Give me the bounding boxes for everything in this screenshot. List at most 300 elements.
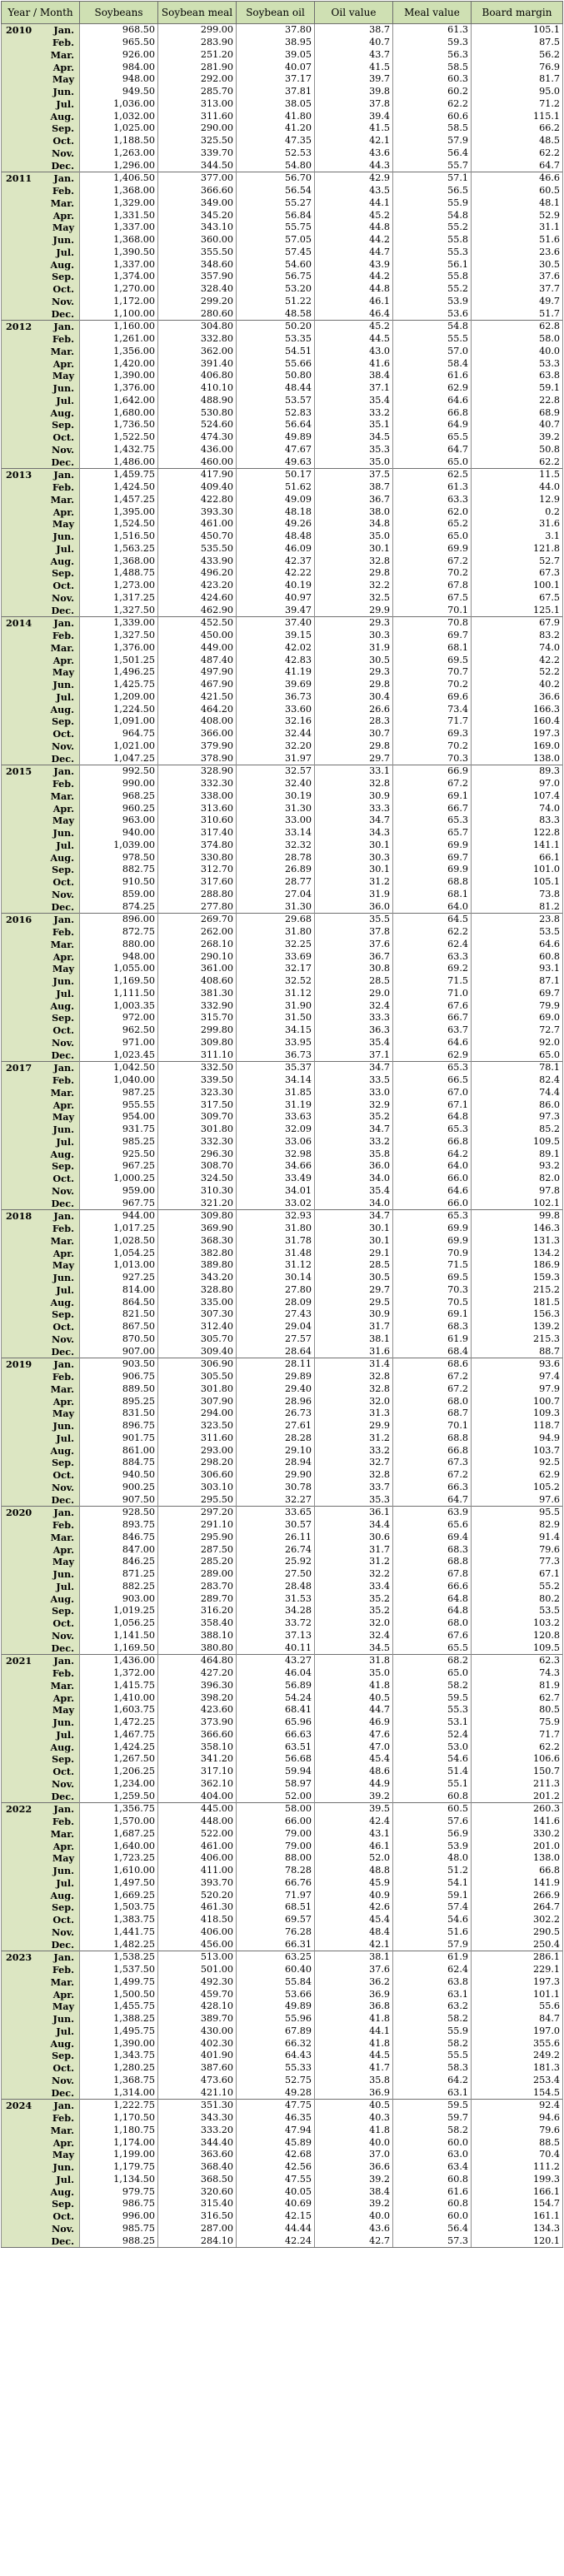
cell-soybean-oil: 69.57 [237, 1914, 315, 1926]
year-month-cell [2, 1420, 80, 1432]
cell-soybeans: 1,028.50 [80, 1235, 158, 1248]
year-month-cell [2, 728, 80, 740]
year-month-cell [2, 346, 80, 358]
cell-meal-value: 67.2 [393, 778, 472, 790]
month-label: Oct. [52, 1766, 74, 1778]
cell-board-margin: 197.0 [472, 2025, 563, 2038]
cell-soybean-meal: 288.80 [158, 889, 237, 901]
year-label: 2012 [6, 321, 32, 333]
year-month-cell [2, 1383, 80, 1396]
cell-soybean-meal: 373.90 [158, 1717, 237, 1729]
cell-board-margin: 74.3 [472, 1667, 563, 1680]
cell-soybeans: 1,356.75 [80, 1803, 158, 1816]
cell-soybean-oil: 30.78 [237, 1482, 315, 1494]
cell-meal-value: 69.6 [393, 691, 472, 704]
cell-meal-value: 69.4 [393, 1532, 472, 1544]
cell-oil-value: 32.9 [315, 1099, 393, 1111]
cell-meal-value: 65.0 [393, 531, 472, 543]
cell-oil-value: 45.9 [315, 1877, 393, 1890]
cell-oil-value: 33.7 [315, 1482, 393, 1494]
year-month-cell [2, 1210, 80, 1223]
table-row [2, 49, 563, 62]
cell-oil-value: 36.6 [315, 2161, 393, 2174]
table-row [2, 271, 563, 283]
cell-soybean-oil: 58.00 [237, 1803, 315, 1816]
cell-oil-value: 32.8 [315, 1383, 393, 1396]
cell-soybeans: 1,395.00 [80, 506, 158, 518]
cell-soybean-meal: 301.80 [158, 1124, 237, 1136]
cell-soybean-meal: 307.90 [158, 1395, 237, 1408]
cell-soybeans: 988.25 [80, 2235, 158, 2247]
cell-soybeans: 1,172.00 [80, 296, 158, 308]
cell-soybean-meal: 422.80 [158, 494, 237, 506]
cell-soybean-meal: 299.20 [158, 296, 237, 308]
cell-soybean-oil: 26.11 [237, 1532, 315, 1544]
cell-soybeans: 1,457.25 [80, 494, 158, 506]
cell-soybean-meal: 452.50 [158, 617, 237, 630]
cell-oil-value: 29.9 [315, 1420, 393, 1432]
year-month-cell [2, 1741, 80, 1753]
year-label: 2010 [6, 24, 32, 37]
year-month-cell [2, 975, 80, 988]
cell-soybeans: 1,522.50 [80, 431, 158, 444]
cell-soybeans: 1,610.00 [80, 1865, 158, 1877]
cell-soybean-meal: 296.30 [158, 1148, 237, 1160]
cell-soybean-oil: 46.35 [237, 2112, 315, 2125]
cell-soybean-meal: 358.40 [158, 1617, 237, 1630]
month-label: Jul. [56, 97, 74, 110]
cell-soybean-meal: 421.10 [158, 2086, 237, 2099]
cell-board-margin: 67.3 [472, 567, 563, 580]
table-row [2, 307, 563, 320]
month-label: Feb. [52, 2112, 74, 2125]
cell-soybeans: 1,296.00 [80, 159, 158, 172]
cell-oil-value: 32.4 [315, 999, 393, 1012]
cell-soybeans: 907.50 [80, 1493, 158, 1506]
cell-soybean-oil: 31.12 [237, 988, 315, 1000]
cell-soybean-oil: 50.17 [237, 469, 315, 481]
cell-soybean-oil: 37.17 [237, 73, 315, 86]
month-label: Apr. [52, 357, 74, 370]
cell-soybeans: 1,331.50 [80, 209, 158, 222]
table-row [2, 2223, 563, 2235]
cell-soybeans: 1,021.00 [80, 740, 158, 753]
cell-meal-value: 68.0 [393, 1617, 472, 1630]
cell-soybean-meal: 448.00 [158, 1816, 237, 1828]
cell-soybean-oil: 27.04 [237, 889, 315, 901]
month-label: Feb. [52, 185, 74, 197]
month-label: Dec. [51, 900, 74, 913]
cell-meal-value: 68.1 [393, 889, 472, 901]
cell-soybean-meal: 287.00 [158, 2223, 237, 2235]
month-label: Oct. [52, 2210, 74, 2223]
year-month-cell [2, 2062, 80, 2075]
month-label: Mar. [50, 790, 74, 802]
cell-oil-value: 38.0 [315, 506, 393, 518]
table-row [2, 1889, 563, 1901]
cell-soybean-meal: 357.90 [158, 271, 237, 283]
month-label: Nov. [52, 1184, 74, 1197]
month-label: Dec. [51, 2086, 74, 2099]
table-row [2, 604, 563, 616]
cell-oil-value: 37.8 [315, 98, 393, 111]
cell-soybeans: 940.00 [80, 827, 158, 840]
cell-board-margin: 74.0 [472, 642, 563, 655]
cell-soybean-oil: 33.06 [237, 1136, 315, 1148]
cell-board-margin: 134.2 [472, 1247, 563, 1259]
table-row [2, 1444, 563, 1457]
cell-soybean-meal: 343.10 [158, 222, 237, 234]
cell-board-margin: 139.2 [472, 1321, 563, 1333]
year-label: 2018 [6, 1210, 32, 1223]
cell-soybean-meal: 268.10 [158, 939, 237, 951]
cell-soybean-oil: 40.11 [237, 1642, 315, 1654]
year-label: 2017 [6, 1062, 32, 1074]
cell-soybeans: 882.25 [80, 1581, 158, 1593]
year-label: 2021 [6, 1655, 32, 1667]
month-label: Mar. [50, 197, 74, 209]
cell-board-margin: 81.2 [472, 900, 563, 913]
table-row [2, 1865, 563, 1877]
cell-board-margin: 105.1 [472, 24, 563, 37]
cell-soybean-oil: 78.28 [237, 1865, 315, 1877]
cell-meal-value: 70.7 [393, 666, 472, 679]
year-month-cell [2, 370, 80, 382]
month-label: Aug. [50, 1444, 74, 1457]
year-month-cell [2, 2112, 80, 2125]
cell-meal-value: 66.5 [393, 1074, 472, 1087]
cell-meal-value: 65.3 [393, 1124, 472, 1136]
cell-soybeans: 1,280.25 [80, 2062, 158, 2075]
cell-soybean-meal: 406.00 [158, 1926, 237, 1939]
cell-soybeans: 880.00 [80, 939, 158, 951]
cell-meal-value: 68.3 [393, 1543, 472, 1556]
month-label: Dec. [51, 604, 74, 616]
cell-soybean-oil: 33.72 [237, 1617, 315, 1630]
cell-soybean-oil: 29.40 [237, 1383, 315, 1396]
cell-oil-value: 29.1 [315, 1247, 393, 1259]
table-row [2, 1469, 563, 1482]
cell-board-margin: 67.1 [472, 1568, 563, 1581]
cell-meal-value: 60.0 [393, 2136, 472, 2149]
month-label: Apr. [52, 209, 74, 222]
cell-soybean-meal: 418.50 [158, 1914, 237, 1926]
year-month-cell [2, 2185, 80, 2198]
cell-soybean-meal: 323.30 [158, 1087, 237, 1099]
cell-oil-value: 36.9 [315, 1988, 393, 2001]
cell-soybeans: 1,000.25 [80, 1173, 158, 1185]
table-row [2, 1729, 563, 1741]
cell-oil-value: 45.4 [315, 1914, 393, 1926]
month-label: Apr. [52, 1395, 74, 1408]
cell-board-margin: 154.5 [472, 2086, 563, 2099]
cell-soybean-meal: 473.60 [158, 2075, 237, 2087]
cell-board-margin: 260.3 [472, 1803, 563, 1816]
cell-soybean-meal: 345.20 [158, 209, 237, 222]
cell-soybean-oil: 40.19 [237, 580, 315, 592]
cell-soybean-meal: 332.30 [158, 778, 237, 790]
table-row [2, 1543, 563, 1556]
cell-soybean-meal: 360.00 [158, 234, 237, 247]
table-row [2, 1173, 563, 1185]
cell-soybean-oil: 51.62 [237, 481, 315, 494]
year-month-cell [2, 999, 80, 1012]
year-month-cell [2, 1432, 80, 1445]
table-row [2, 1272, 563, 1284]
year-month-cell [2, 2161, 80, 2174]
cell-oil-value: 45.2 [315, 321, 393, 333]
cell-oil-value: 32.8 [315, 555, 393, 567]
year-month-cell [2, 1024, 80, 1037]
cell-board-margin: 105.1 [472, 876, 563, 889]
table-row [2, 2125, 563, 2137]
table-row [2, 740, 563, 753]
table-row [2, 2100, 563, 2112]
cell-soybean-oil: 33.49 [237, 1173, 315, 1185]
cell-soybean-oil: 47.35 [237, 135, 315, 147]
cell-board-margin: 65.0 [472, 1049, 563, 1061]
year-month-cell [2, 307, 80, 320]
cell-soybean-oil: 40.69 [237, 2198, 315, 2210]
cell-oil-value: 31.9 [315, 889, 393, 901]
cell-oil-value: 48.4 [315, 1926, 393, 1939]
cell-oil-value: 35.4 [315, 1185, 393, 1198]
cell-soybeans: 1,160.00 [80, 321, 158, 333]
cell-board-margin: 181.5 [472, 1296, 563, 1308]
cell-meal-value: 55.5 [393, 2050, 472, 2062]
year-month-cell [2, 1556, 80, 1568]
cell-soybean-oil: 40.05 [237, 2185, 315, 2198]
cell-soybean-oil: 56.64 [237, 419, 315, 431]
table-row [2, 456, 563, 468]
cell-meal-value: 58.2 [393, 2037, 472, 2050]
cell-soybean-meal: 389.80 [158, 1259, 237, 1272]
table-row [2, 2086, 563, 2099]
cell-meal-value: 68.6 [393, 1358, 472, 1371]
table-row [2, 1160, 563, 1173]
cell-oil-value: 40.3 [315, 2112, 393, 2125]
cell-board-margin: 79.6 [472, 1543, 563, 1556]
cell-soybean-oil: 34.28 [237, 1605, 315, 1617]
cell-soybeans: 968.25 [80, 790, 158, 803]
cell-soybeans: 940.50 [80, 1469, 158, 1482]
cell-oil-value: 30.3 [315, 630, 393, 642]
cell-meal-value: 65.0 [393, 1667, 472, 1680]
year-label: 2022 [6, 1803, 32, 1816]
cell-board-margin: 69.0 [472, 1012, 563, 1024]
cell-soybean-oil: 55.84 [237, 1976, 315, 1989]
cell-oil-value: 30.1 [315, 1223, 393, 1235]
cell-oil-value: 41.6 [315, 357, 393, 370]
cell-soybeans: 1,368.00 [80, 555, 158, 567]
cell-soybean-meal: 310.60 [158, 815, 237, 827]
month-label: Feb. [52, 926, 74, 939]
cell-board-margin: 94.9 [472, 1432, 563, 1445]
month-label: Mar. [50, 1531, 74, 1543]
cell-soybeans: 996.00 [80, 2210, 158, 2223]
cell-oil-value: 38.1 [315, 1951, 393, 1964]
cell-soybeans: 1,500.50 [80, 1988, 158, 2001]
month-label: Jul. [56, 839, 74, 851]
cell-board-margin: 94.6 [472, 2112, 563, 2125]
cell-oil-value: 28.3 [315, 715, 393, 728]
table-row [2, 209, 563, 222]
cell-soybeans: 1,372.00 [80, 1667, 158, 1680]
cell-soybeans: 1,436.00 [80, 1655, 158, 1667]
cell-oil-value: 33.3 [315, 1012, 393, 1024]
year-month-cell [2, 2001, 80, 2013]
cell-soybean-oil: 29.68 [237, 914, 315, 926]
cell-meal-value: 60.8 [393, 1790, 472, 1802]
cell-oil-value: 31.2 [315, 876, 393, 889]
cell-meal-value: 68.1 [393, 642, 472, 655]
cell-oil-value: 32.8 [315, 1371, 393, 1383]
cell-soybean-oil: 66.76 [237, 1877, 315, 1890]
cell-soybean-meal: 344.40 [158, 2136, 237, 2149]
cell-soybeans: 1,263.00 [80, 147, 158, 160]
year-label: 2011 [6, 172, 32, 185]
cell-soybean-meal: 317.60 [158, 876, 237, 889]
cell-meal-value: 63.8 [393, 1976, 472, 1989]
month-label: Jan. [53, 1507, 74, 1519]
cell-soybeans: 948.00 [80, 73, 158, 86]
cell-soybean-oil: 32.57 [237, 765, 315, 778]
month-label: Jul. [56, 690, 74, 703]
cell-meal-value: 71.7 [393, 715, 472, 728]
cell-soybeans: 1,455.75 [80, 2001, 158, 2013]
cell-soybean-meal: 316.50 [158, 2210, 237, 2223]
month-label: Jul. [56, 2025, 74, 2037]
table-row [2, 321, 563, 333]
cell-board-margin: 56.2 [472, 49, 563, 62]
cell-oil-value: 44.3 [315, 159, 393, 172]
month-label: Jul. [56, 1580, 74, 1592]
table-row [2, 122, 563, 135]
cell-board-margin: 286.1 [472, 1951, 563, 1964]
year-month-cell [2, 1358, 80, 1371]
cell-soybeans: 1,687.25 [80, 1828, 158, 1841]
cell-soybean-oil: 66.31 [237, 1938, 315, 1951]
cell-meal-value: 54.6 [393, 1753, 472, 1766]
cell-oil-value: 30.8 [315, 963, 393, 975]
month-label: Sep. [52, 1160, 74, 1173]
cell-soybeans: 967.75 [80, 1197, 158, 1209]
month-label: May [52, 73, 74, 86]
cell-board-margin: 355.6 [472, 2037, 563, 2050]
cell-board-margin: 141.9 [472, 1877, 563, 1890]
cell-meal-value: 64.9 [393, 419, 472, 431]
cell-board-margin: 42.2 [472, 654, 563, 666]
cell-board-margin: 31.6 [472, 518, 563, 531]
year-month-cell [2, 382, 80, 395]
cell-soybean-meal: 343.30 [158, 2112, 237, 2125]
cell-oil-value: 44.9 [315, 1778, 393, 1791]
month-label: Nov. [52, 1333, 74, 1345]
year-month-cell [2, 1877, 80, 1890]
month-label: Mar. [50, 1679, 74, 1692]
cell-meal-value: 62.2 [393, 926, 472, 939]
cell-oil-value: 47.0 [315, 1741, 393, 1753]
table-row [2, 1605, 563, 1617]
month-label: Dec. [51, 1642, 74, 1654]
cell-soybean-meal: 299.00 [158, 24, 237, 37]
cell-soybeans: 1,234.00 [80, 1778, 158, 1791]
cell-soybean-oil: 76.28 [237, 1926, 315, 1939]
cell-meal-value: 64.0 [393, 900, 472, 913]
cell-board-margin: 44.0 [472, 481, 563, 494]
cell-soybean-meal: 436.00 [158, 444, 237, 456]
cell-soybeans: 1,410.00 [80, 1692, 158, 1704]
cell-soybean-oil: 28.28 [237, 1432, 315, 1445]
table-row [2, 1358, 563, 1371]
cell-board-margin: 3.1 [472, 531, 563, 543]
cell-oil-value: 30.4 [315, 691, 393, 704]
cell-oil-value: 34.5 [315, 431, 393, 444]
table-row [2, 2149, 563, 2161]
cell-soybean-oil: 37.80 [237, 24, 315, 37]
month-label: Jan. [53, 765, 74, 778]
table-row [2, 357, 563, 370]
cell-soybeans: 1,570.00 [80, 1816, 158, 1828]
cell-board-margin: 100.1 [472, 580, 563, 592]
cell-soybean-oil: 32.44 [237, 728, 315, 740]
cell-soybeans: 1,390.00 [80, 370, 158, 382]
month-label: Oct. [52, 283, 74, 296]
table-row [2, 2025, 563, 2038]
cell-soybean-oil: 65.96 [237, 1717, 315, 1729]
cell-oil-value: 30.1 [315, 840, 393, 852]
cell-board-margin: 97.0 [472, 778, 563, 790]
year-month-cell [2, 1124, 80, 1136]
month-label: Sep. [52, 2198, 74, 2210]
month-label: Sep. [52, 1457, 74, 1469]
cell-oil-value: 43.9 [315, 258, 393, 271]
cell-oil-value: 43.5 [315, 185, 393, 197]
month-label: Apr. [52, 1099, 74, 1111]
cell-meal-value: 70.1 [393, 1420, 472, 1432]
cell-soybean-oil: 54.24 [237, 1692, 315, 1704]
year-month-cell [2, 1717, 80, 1729]
cell-soybean-meal: 535.50 [158, 543, 237, 556]
cell-oil-value: 36.0 [315, 900, 393, 913]
cell-soybeans: 978.50 [80, 851, 158, 864]
cell-board-margin: 31.1 [472, 222, 563, 234]
month-label: Nov. [52, 147, 74, 159]
cell-meal-value: 56.1 [393, 258, 472, 271]
year-month-cell [2, 321, 80, 333]
cell-soybean-meal: 427.20 [158, 1667, 237, 1680]
cell-soybean-meal: 362.10 [158, 1778, 237, 1791]
year-month-cell [2, 988, 80, 1000]
cell-board-margin: 131.3 [472, 1235, 563, 1248]
cell-board-margin: 122.8 [472, 827, 563, 840]
cell-soybean-oil: 31.80 [237, 926, 315, 939]
cell-meal-value: 61.6 [393, 370, 472, 382]
month-label: Aug. [50, 999, 74, 1012]
cell-oil-value: 38.7 [315, 481, 393, 494]
cell-soybean-oil: 33.63 [237, 1111, 315, 1124]
cell-soybean-oil: 49.09 [237, 494, 315, 506]
year-month-cell [2, 691, 80, 704]
cell-soybean-oil: 37.81 [237, 86, 315, 98]
month-label: Feb. [52, 1074, 74, 1087]
year-month-cell [2, 518, 80, 531]
cell-soybeans: 1,680.00 [80, 406, 158, 419]
cell-soybeans: 1,259.50 [80, 1790, 158, 1802]
year-month-cell [2, 950, 80, 963]
cell-oil-value: 52.0 [315, 1852, 393, 1865]
cell-soybean-oil: 29.89 [237, 1371, 315, 1383]
